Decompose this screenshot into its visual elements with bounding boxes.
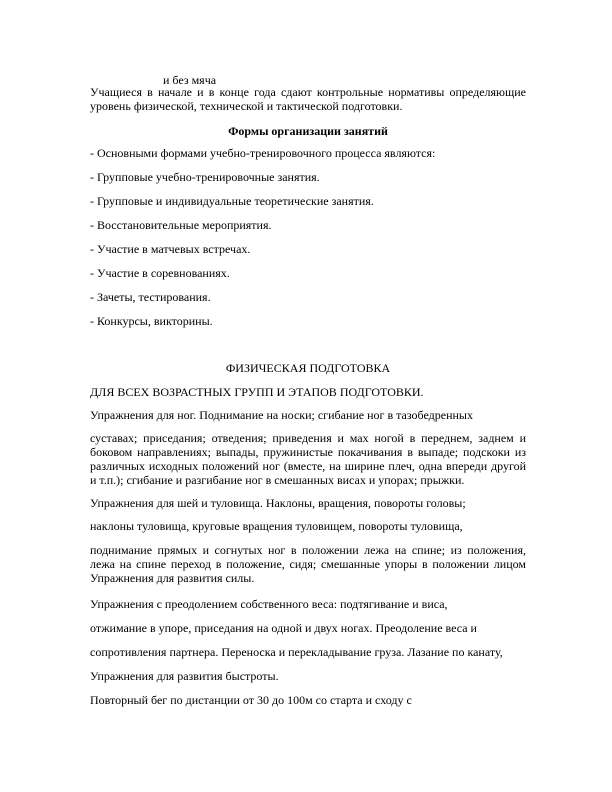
paragraph: Упражнения для шей и туловища. Наклоны, вращения, повороты головы;	[90, 496, 466, 510]
paragraph: Повторный бег по дистанции от 30 до 100м со старта и сходу с	[90, 693, 412, 707]
intro-fragment: и без мяча	[163, 73, 217, 87]
forms-item: - Восстановительные мероприятия.	[90, 218, 272, 232]
paragraph: поднимание прямых и согнутых ног в положении лежа на спине; из положения, лежа на спине переход в положение, сидя; смешанные упоры в положении лицом Упражнения для развития силы.	[90, 543, 526, 585]
paragraph: Упражнения с преодолением собственного веса: подтягивание и виса,	[90, 597, 448, 611]
forms-item: - Участие в матчевых встречах.	[90, 242, 251, 256]
forms-item: - Участие в соревнованиях.	[90, 266, 230, 280]
paragraph: отжимание в упоре, приседания на одной и двух ногах. Преодоление веса и	[90, 621, 477, 635]
paragraph: Упражнения для развития быстроты.	[90, 669, 279, 683]
paragraph: сопротивления партнера. Переноска и перекладывание груза. Лазание по канату,	[90, 645, 503, 659]
paragraph: Упражнения для ног. Поднимание на носки; сгибание ног в тазобедренных	[90, 408, 473, 422]
forms-item: - Групповые учебно-тренировочные занятия.	[90, 170, 320, 184]
forms-item: - Основными формами учебно-тренировочного процесса являются:	[90, 146, 436, 160]
forms-item: - Зачеты, тестирования.	[90, 290, 211, 304]
intro-paragraph: Учащиеся в начале и в конце года сдают контрольные нормативы определяющие уровень физической, технической и тактической подготовки.	[90, 85, 526, 113]
physical-heading: ФИЗИЧЕСКАЯ ПОДГОТОВКА	[225, 361, 391, 375]
paragraph: наклоны туловища, круговые вращения туловищем, повороты туловища,	[90, 519, 463, 533]
forms-item: - Конкурсы, викторины.	[90, 314, 213, 328]
forms-heading: Формы организации занятий	[228, 124, 388, 138]
forms-item: - Групповые и индивидуальные теоретические занятия.	[90, 194, 374, 208]
paragraph: суставах; приседания; отведения; приведения и мах ногой в переднем, заднем и боковом направлениях; выпады, пружинистые покачивания в выпаде; подскоки из различных исходных положений ног (вместе, на ширине плеч, одна впереди другой и т.п.); сгибание и разгибание ног в смешанных висах и упорах; прыжки.	[90, 431, 526, 487]
physical-subheading: ДЛЯ ВСЕХ ВОЗРАСТНЫХ ГРУПП И ЭТАПОВ ПОДГОТОВКИ.	[90, 385, 424, 399]
